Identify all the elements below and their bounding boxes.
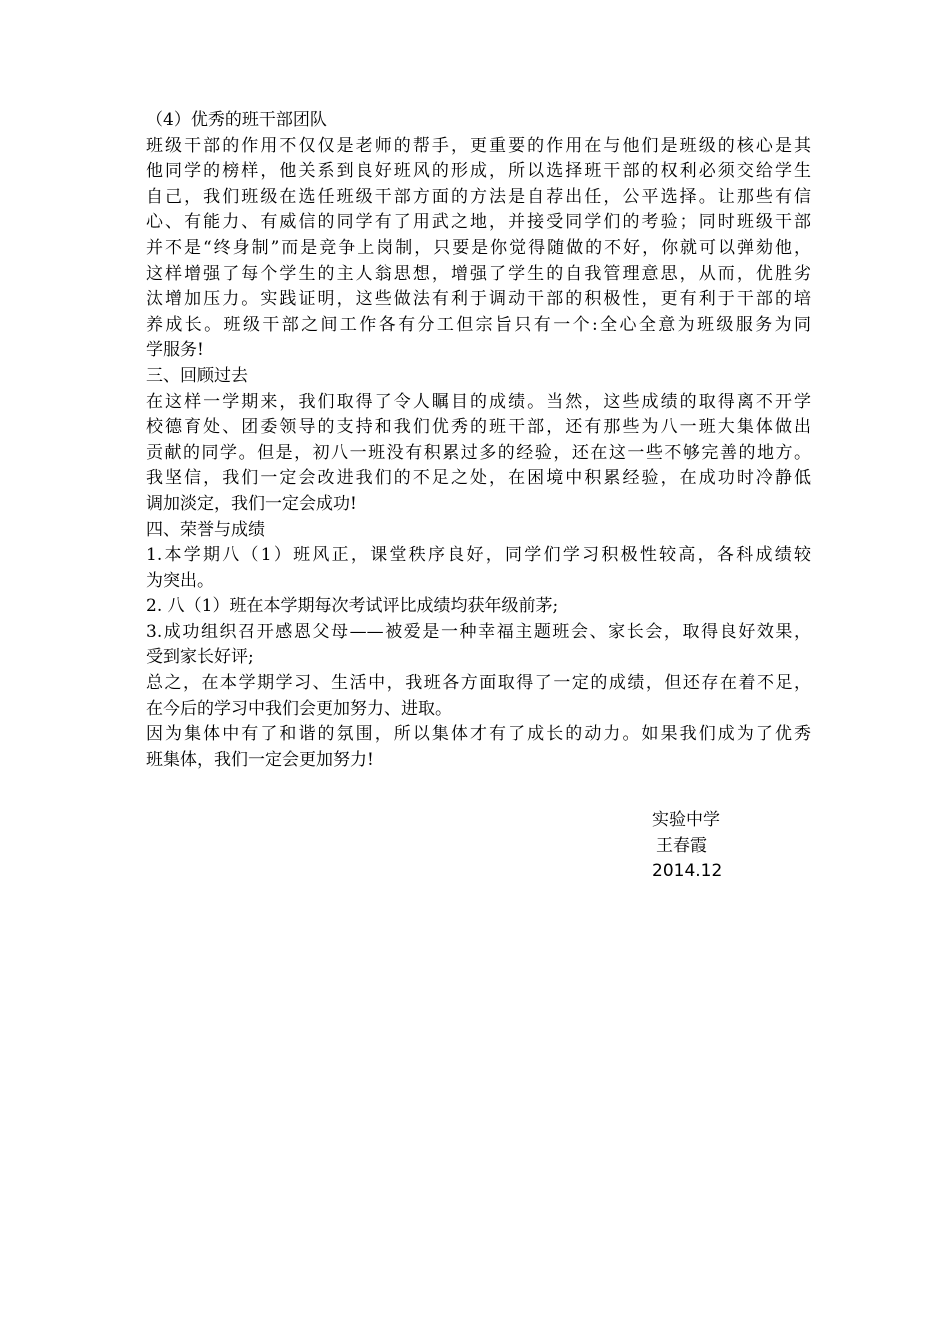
paragraph-line: 汰增加压力。实践证明，这些做法有利于调动干部的积极性，更有利于干部的培	[146, 289, 811, 310]
paragraph-line: 贡献的同学。但是，初八一班没有积累过多的经验，还在这一些不够完善的地方。	[146, 442, 811, 463]
section-heading: 四、荣誉与成绩	[146, 519, 265, 540]
section-review-past	[146, 364, 811, 518]
section-heading: （4）优秀的班干部团队	[146, 110, 327, 130]
document-body	[146, 108, 811, 773]
section-honors	[146, 518, 811, 774]
paragraph-line: 2. 八（1）班在本学期每次考试评比成绩均获年级前茅;	[146, 596, 559, 617]
paragraph-line: 为突出。	[146, 570, 214, 591]
paragraph-line: 养成长。班级干部之间工作各有分工但宗旨只有一个:全心全意为班级服务为同	[146, 314, 811, 335]
paragraph-line: 受到家长好评;	[146, 647, 254, 668]
signature-block	[652, 808, 812, 885]
paragraph-line: 他同学的榜样，他关系到良好班风的形成，所以选择班干部的权利必须交给学生	[146, 161, 811, 182]
paragraph-line: 校德育处、团委领导的支持和我们优秀的班干部，还有那些为八一班大集体做出	[146, 417, 811, 438]
signature-school: 实验中学	[652, 810, 720, 830]
paragraph-line: 在这样一学期来，我们取得了令人瞩目的成绩。当然，这些成绩的取得离不开学	[146, 391, 811, 412]
paragraph-line: 1.本学期八（1）班风正，课堂秩序良好，同学们学习积极性较高，各科成绩较	[146, 545, 811, 566]
paragraph-line: 学服务!	[146, 340, 204, 361]
paragraph-line: 3.成功组织召开感恩父母——被爱是一种幸福主题班会、家长会，取得良好效果，	[146, 621, 811, 642]
paragraph-line: 并不是“终身制”而是竞争上岗制，只要是你觉得随做的不好，你就可以弹劾他，	[146, 237, 811, 258]
paragraph-line: 我坚信，我们一定会改进我们的不足之处，在困境中积累经验，在成功时冷静低	[146, 468, 811, 489]
paragraph-line: 在今后的学习中我们会更加努力、进取。	[146, 698, 452, 719]
paragraph-line: 因为集体中有了和谐的氛围，所以集体才有了成长的动力。如果我们成为了优秀	[146, 724, 811, 745]
paragraph-line: 班集体，我们一定会更加努力!	[146, 749, 374, 770]
paragraph-line: 班级干部的作用不仅仅是老师的帮手，更重要的作用在与他们是班级的核心是其	[146, 135, 811, 156]
paragraph-line: 调加淡定，我们一定会成功!	[146, 493, 357, 514]
paragraph-line: 心、有能力、有威信的同学有了用武之地，并接受同学们的考验；同时班级干部	[146, 212, 811, 233]
paragraph-line: 自己，我们班级在选任班级干部方面的方法是自荐出任，公平选择。让那些有信	[146, 186, 811, 207]
paragraph-line: 这样增强了每个学生的主人翁思想，增强了学生的自我管理意思，从而，优胜劣	[146, 263, 811, 284]
signature-date: 2014.12	[652, 861, 723, 882]
paragraph-line: 总之，在本学期学习、生活中，我班各方面取得了一定的成绩，但还存在着不足，	[146, 673, 811, 694]
section-heading: 三、回顾过去	[146, 365, 248, 386]
signature-author: 王春霞	[656, 835, 707, 856]
section-class-cadre-team	[146, 108, 811, 364]
